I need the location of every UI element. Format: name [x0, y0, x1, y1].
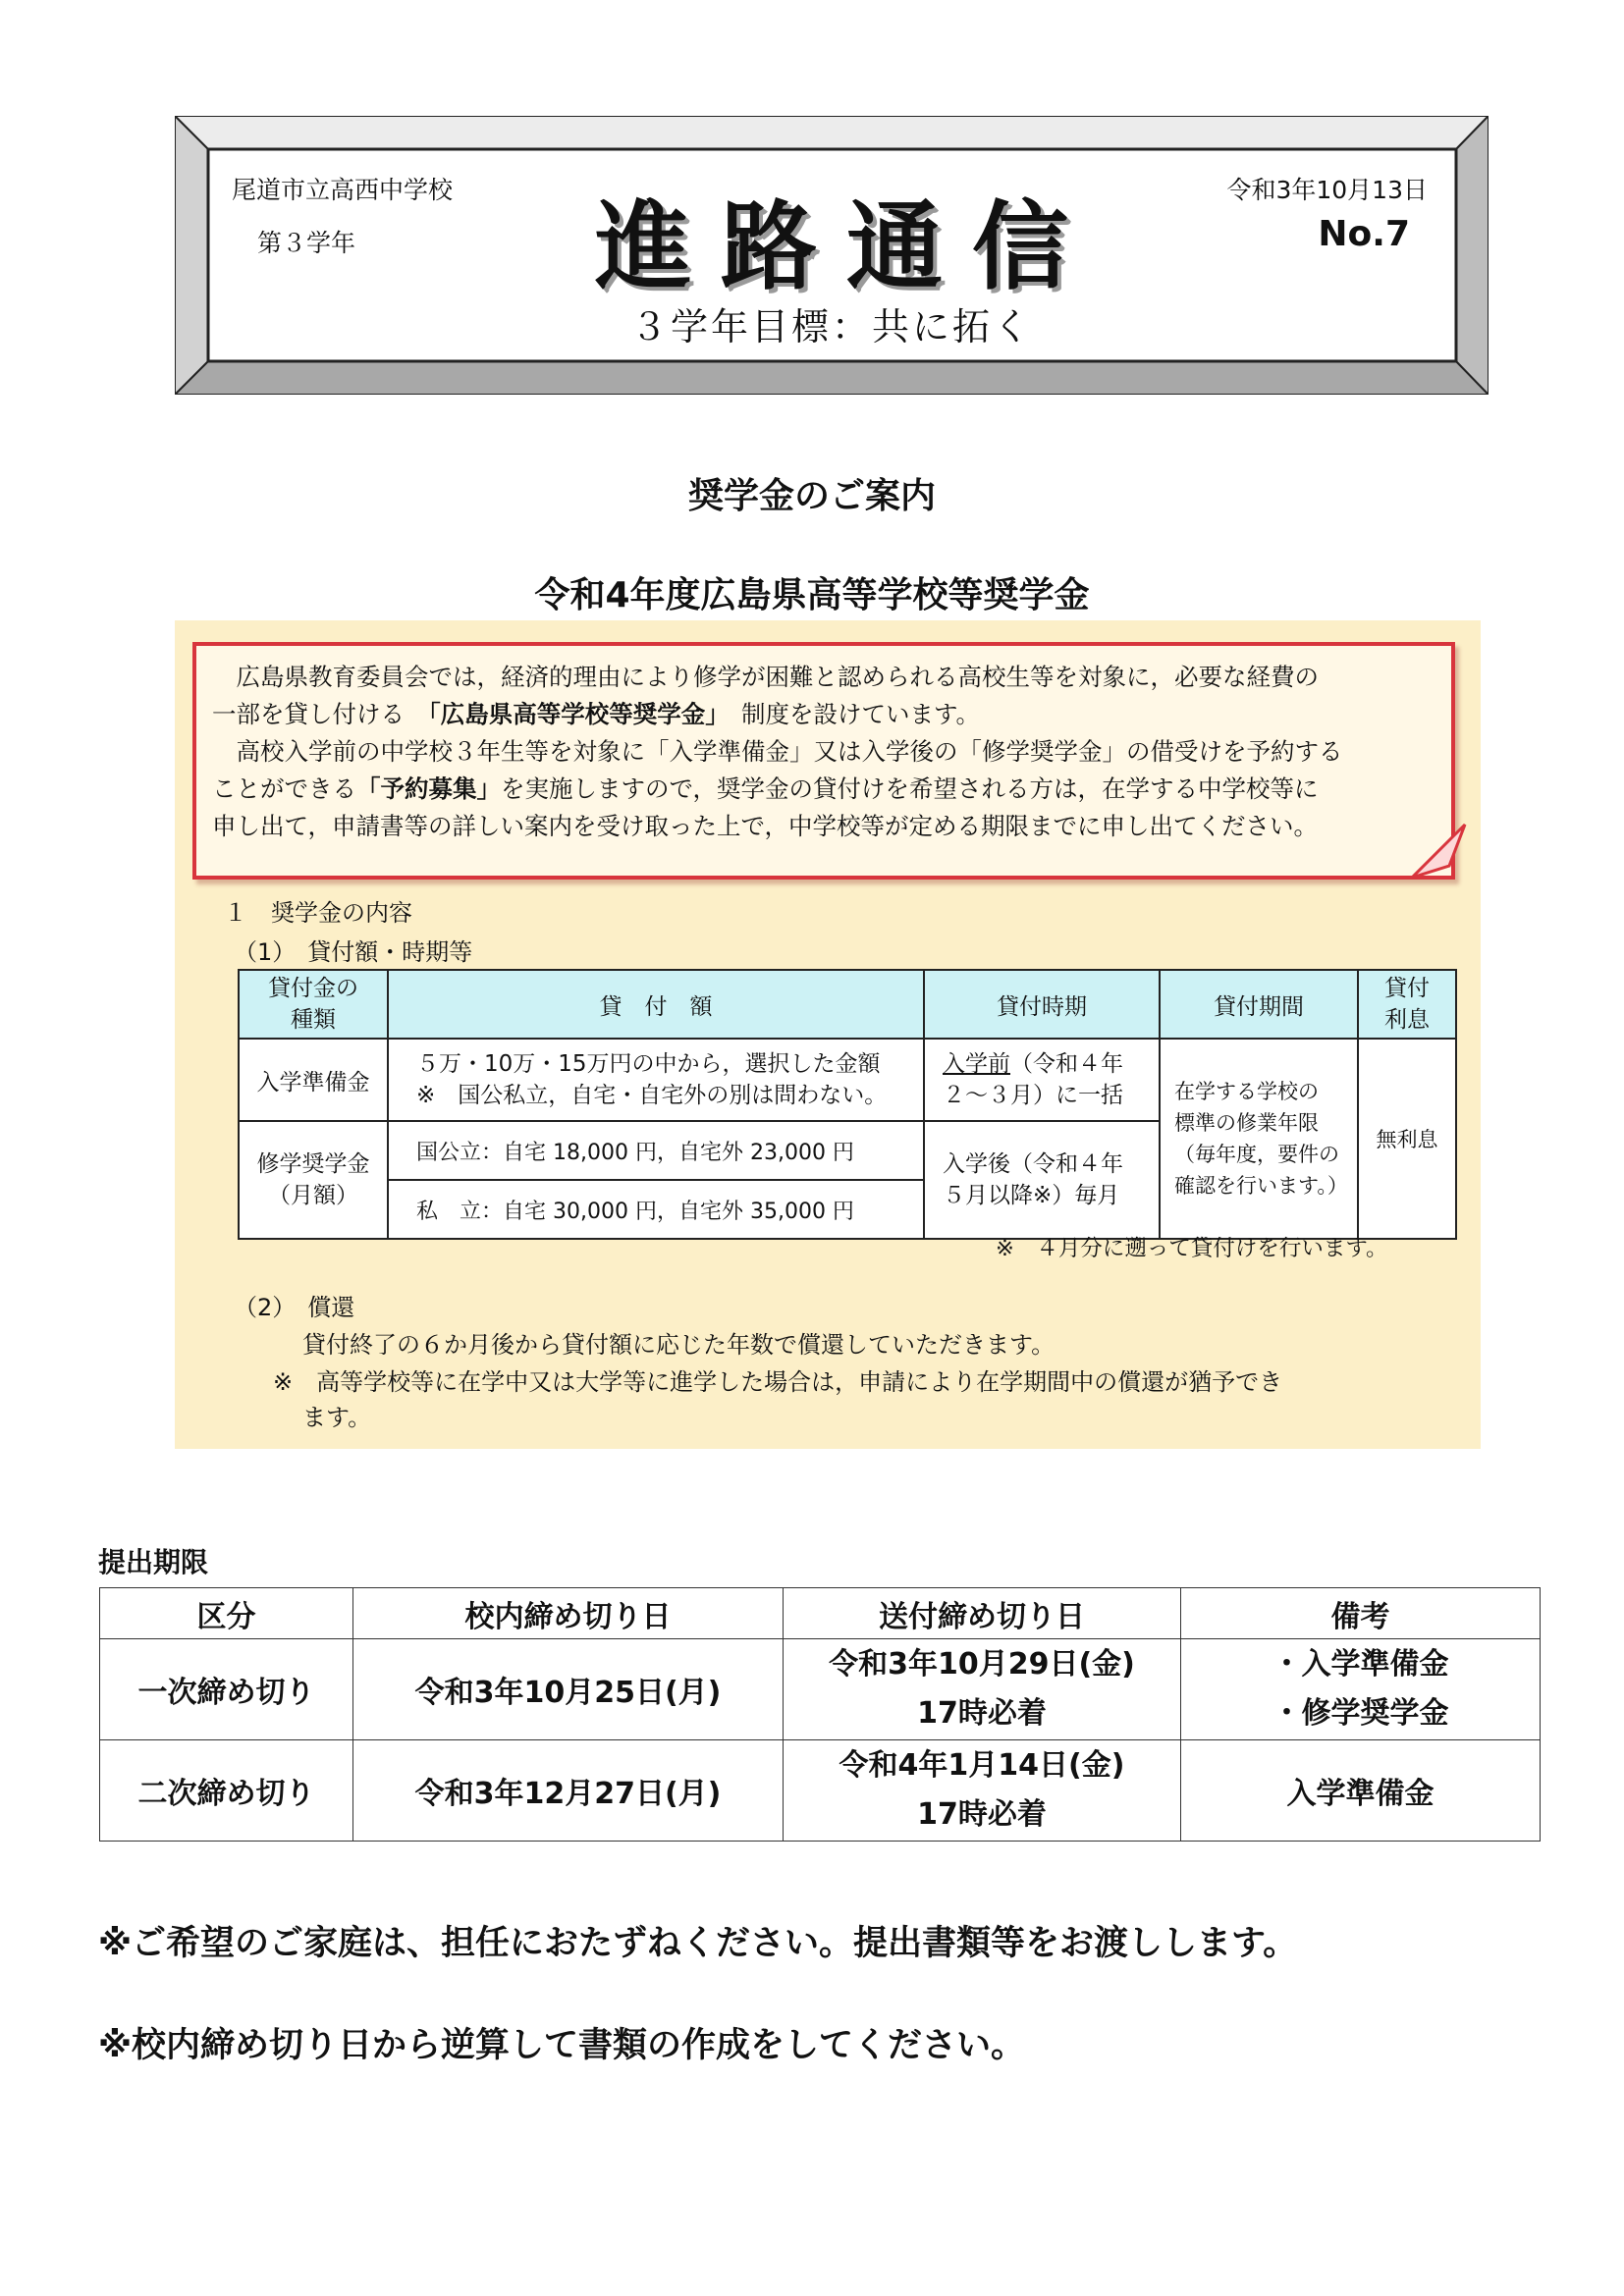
notice-line: 高校入学前の中学校３年生等を対象に「入学準備金」又は入学後の「修学奨学金」の借受けを予約する	[212, 737, 1343, 766]
table-cell: 一次締め切り	[100, 1639, 353, 1740]
school-name: 尾道市立高西中学校	[232, 176, 454, 204]
section2-text: ます。	[302, 1404, 372, 1431]
closing-note: ※校内締め切り日から逆算して書類の作成をしてください。	[98, 2026, 1026, 2065]
section2-text: ※ 高等学校等に在学中又は大学等に進学した場合は，申請により在学期間中の償還が猶予でき	[273, 1368, 1283, 1396]
issue-number: No.7	[1318, 214, 1410, 254]
table-cell: 無利息	[1358, 1039, 1456, 1239]
table-cell: 令和3年10月29日(金) 17時必着	[784, 1639, 1181, 1740]
deadline-table	[99, 1587, 1541, 1842]
table-cell: 入学前（令和４年 ２～３月）に一括	[924, 1039, 1160, 1121]
table-header: 区分	[100, 1588, 353, 1639]
issue-date: 令和3年10月13日	[1226, 176, 1428, 204]
table-header: 貸付金の 種類	[239, 970, 388, 1039]
newsletter-title: 進路通信	[595, 191, 1099, 303]
emphasis-text: 「予約募集」	[356, 774, 501, 803]
table-cell: 令和3年10月25日(月)	[353, 1639, 784, 1740]
table-footnote: ※ ４月分に遡って貸付けを行います。	[996, 1236, 1388, 1261]
notice-line: 申し出て，申請書等の詳しい案内を受け取った上で，中学校等が定める期限までに申し出てください。	[212, 812, 1319, 840]
table-header-row	[100, 1588, 1541, 1639]
table-cell: 在学する学校の 標準の修業年限 （毎年度，要件の 確認を行います。）	[1160, 1039, 1358, 1239]
table-cell: 入学後（令和４年 ５月以降※）毎月	[924, 1121, 1160, 1239]
table-cell: 令和3年12月27日(月)	[353, 1740, 784, 1842]
loan-table	[238, 969, 1457, 1240]
table-header: 校内締め切り日	[353, 1588, 784, 1639]
section1-subtitle: （1） 貸付額・時期等	[234, 938, 473, 966]
deadline-title: 提出期限	[98, 1546, 209, 1578]
notice-line: 広島県教育委員会では，経済的理由により修学が困難と認められる高校生等を対象に，必要な経費の	[212, 663, 1319, 691]
table-cell: 令和4年1月14日(金) 17時必着	[784, 1740, 1181, 1842]
grade-goal: ３学年目標：共に拓く	[629, 305, 1033, 348]
table-cell: 修学奨学金 （月額）	[239, 1121, 388, 1239]
table-cell: 入学準備金	[239, 1039, 388, 1121]
closing-note: ※ご希望のご家庭は、担任におたずねください。提出書類等をお渡しします。	[98, 1924, 1298, 1963]
table-cell: 国公立：自宅 18,000 円，自宅外 23,000 円	[388, 1121, 924, 1180]
section-heading: 奨学金のご案内	[687, 476, 936, 516]
newsletter-header	[175, 116, 1489, 395]
table-row	[239, 1039, 1456, 1121]
table-header: 貸 付 額	[388, 970, 924, 1039]
section1-title: １ 奨学金の内容	[224, 899, 412, 927]
table-row	[100, 1639, 1541, 1740]
notice-line: ことができる「予約募集」を実施しますので，奨学金の貸付けを希望される方は，在学する中学校等に	[212, 774, 1319, 803]
table-header: 貸付 利息	[1358, 970, 1456, 1039]
table-header: 貸付時期	[924, 970, 1160, 1039]
table-header: 貸付期間	[1160, 970, 1358, 1039]
section2-title: （2） 償還	[234, 1294, 355, 1321]
program-heading: 令和4年度広島県高等学校等奨学金	[534, 575, 1090, 615]
table-cell: ・入学準備金 ・修学奨学金	[1181, 1639, 1541, 1740]
page-curl-icon	[1410, 823, 1469, 881]
notice-line: 一部を貸し付ける 「広島県高等学校等奨学金」 制度を設けています。	[212, 700, 981, 728]
section2-text: 貸付終了の６か月後から貸付額に応じた年数で償還していただきます。	[302, 1331, 1056, 1359]
table-cell: 入学準備金	[1181, 1740, 1541, 1842]
scholarship-info-box	[175, 620, 1481, 1449]
table-header: 送付締め切り日	[784, 1588, 1181, 1639]
grade-label: 第３学年	[257, 229, 356, 257]
emphasis-text: 「広島県高等学校等奨学金」	[428, 700, 718, 728]
table-header: 備考	[1181, 1588, 1541, 1639]
table-cell: ５万・10万・15万円の中から，選択した金額 ※ 国公私立，自宅・自宅外の別は問わない。	[388, 1039, 924, 1121]
table-cell: 二次締め切り	[100, 1740, 353, 1842]
table-cell: 私 立：自宅 30,000 円，自宅外 35,000 円	[388, 1180, 924, 1239]
notice-box	[192, 642, 1455, 880]
table-header-row	[239, 970, 1456, 1039]
table-row	[100, 1740, 1541, 1842]
